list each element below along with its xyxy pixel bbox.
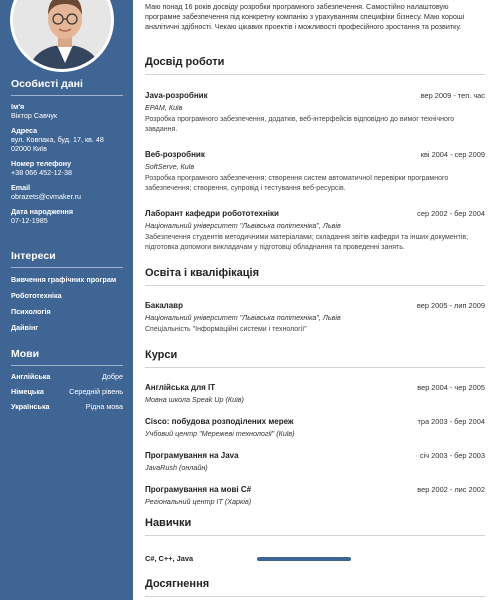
entry-dates: сер 2002 - бер 2004 xyxy=(417,209,485,218)
skill-level-bar xyxy=(257,557,351,561)
experience-entry xyxy=(145,91,485,134)
education-title: Освіта і кваліфікація xyxy=(145,267,485,286)
entry-title: Програмування на мові C# xyxy=(145,485,252,494)
field-label: Адреса xyxy=(11,126,38,135)
entry-title: Cisco: побудова розподілених мереж xyxy=(145,417,294,426)
language-name: Англійська xyxy=(11,372,51,381)
email-value[interactable]: obrazets@cvmaker.ru xyxy=(11,192,82,201)
language-name: Німецька xyxy=(11,387,44,396)
entry-org: JavaRush (онлайн) xyxy=(145,463,208,472)
interest-item: Дайвінг xyxy=(11,323,39,332)
field-value: Віктор Савчук xyxy=(11,111,58,120)
entry-title: Лаборант кафедри робототехніки xyxy=(145,209,279,218)
course-entry xyxy=(145,451,485,472)
entry-dates: тра 2003 - бер 2004 xyxy=(417,417,485,426)
entry-org: Учбовий центр "Мережеві технології" (Київ) xyxy=(145,429,295,438)
entry-org: Мовна школа Speak Up (Київ) xyxy=(145,395,244,404)
courses-title: Курси xyxy=(145,349,485,368)
achievements-title: Досягнення xyxy=(145,578,485,597)
entry-dates: вер 2009 - теп. час xyxy=(420,91,485,100)
field-label: Email xyxy=(11,183,31,192)
entry-title: Java-розробник xyxy=(145,91,208,100)
language-row xyxy=(11,372,123,381)
entry-org: SoftServe, Київ xyxy=(145,162,195,171)
entry-desc: Забезпечення студентів методичними матеріалами; складання звітів кафедри та інших документів; підготовка допомоги викладачам у підготовці обладнання та проведенні занять. xyxy=(145,234,469,251)
entry-dates: кві 2004 - сер 2009 xyxy=(420,150,485,159)
experience-entry xyxy=(145,150,485,193)
entry-org: Регіональний центр IT (Харків) xyxy=(145,497,252,506)
field-label: Дата народження xyxy=(11,207,74,216)
language-level: Середній рівень xyxy=(69,387,123,396)
field-label: Номер телефону xyxy=(11,159,72,168)
intro-text: Маю понад 16 років досвіду розробки програмного забезпечення. Самостійно налаштовую програмне забезпечення під конкретну компанію з урахуванням специфіки бізнесу. Маю хороші аналітичні здібності. Чекаю цікавих проектів і можливості професійного зростання та розвитку. xyxy=(145,2,465,31)
course-entry xyxy=(145,383,485,404)
skill-name: C#, C++, Java xyxy=(145,554,194,563)
course-entry xyxy=(145,485,485,506)
personal-data-title: Особисті дані xyxy=(11,78,123,96)
entry-desc: Розробка програмного забезпечення; створення систем автоматичної перевірки програмного забезпечення; створення, супровід і тестування веб-ресурсів. xyxy=(145,175,449,192)
field-value: +38 066 452-12-38 xyxy=(11,168,72,177)
entry-title: Англійська для IT xyxy=(145,383,216,392)
language-row xyxy=(11,387,123,396)
profile-photo-image xyxy=(13,0,114,72)
entry-org: Національний університет "Львівська політехніка", Львів xyxy=(145,313,341,322)
course-entry xyxy=(145,417,485,438)
languages-section xyxy=(11,348,123,411)
personal-data-section xyxy=(11,78,123,225)
skills-title: Навички xyxy=(145,517,485,536)
language-level: Рідна мова xyxy=(85,402,123,411)
interest-item: Вивчення графічних програм xyxy=(11,275,117,284)
language-row xyxy=(11,402,123,411)
language-level: Добре xyxy=(101,372,123,381)
profile-photo xyxy=(10,0,114,72)
field-label: Ім'я xyxy=(11,102,25,111)
languages-title: Мови xyxy=(11,348,123,366)
interests-section xyxy=(11,250,123,332)
entry-org: Національний університет "Львівська політехніка", Львів xyxy=(145,221,341,230)
entry-desc: Розробка програмного забезпечення, додатків, веб-інтерфейсів відповідно до вимог технічного завдання. xyxy=(145,116,455,133)
entry-dates: вер 2005 - лип 2009 xyxy=(416,301,485,310)
language-name: Українська xyxy=(11,402,50,411)
entry-desc: Спеціальність "Інформаційні системи і технології" xyxy=(145,326,307,333)
entry-dates: вер 2002 - лис 2002 xyxy=(417,485,485,494)
entry-dates: січ 2003 - бер 2003 xyxy=(419,451,485,460)
entry-title: Бакалавр xyxy=(145,301,183,310)
field-value: 07-12-1985 xyxy=(11,216,48,225)
sidebar xyxy=(0,0,133,600)
experience-title: Досвід роботи xyxy=(145,56,485,75)
entry-title: Веб-розробник xyxy=(145,150,205,159)
education-entry xyxy=(145,301,485,335)
entry-title: Програмування на Java xyxy=(145,451,239,460)
entry-dates: вер 2004 - чер 2005 xyxy=(417,383,485,392)
interests-title: Інтереси xyxy=(11,250,123,268)
interest-item: Робототехніка xyxy=(11,291,62,300)
experience-entry xyxy=(145,209,485,252)
entry-org: EPAM, Київ xyxy=(145,103,183,112)
interest-item: Психологія xyxy=(11,307,51,316)
field-value: вул. Ковпака, буд. 17, кв. 48 02000 Київ xyxy=(11,135,104,153)
